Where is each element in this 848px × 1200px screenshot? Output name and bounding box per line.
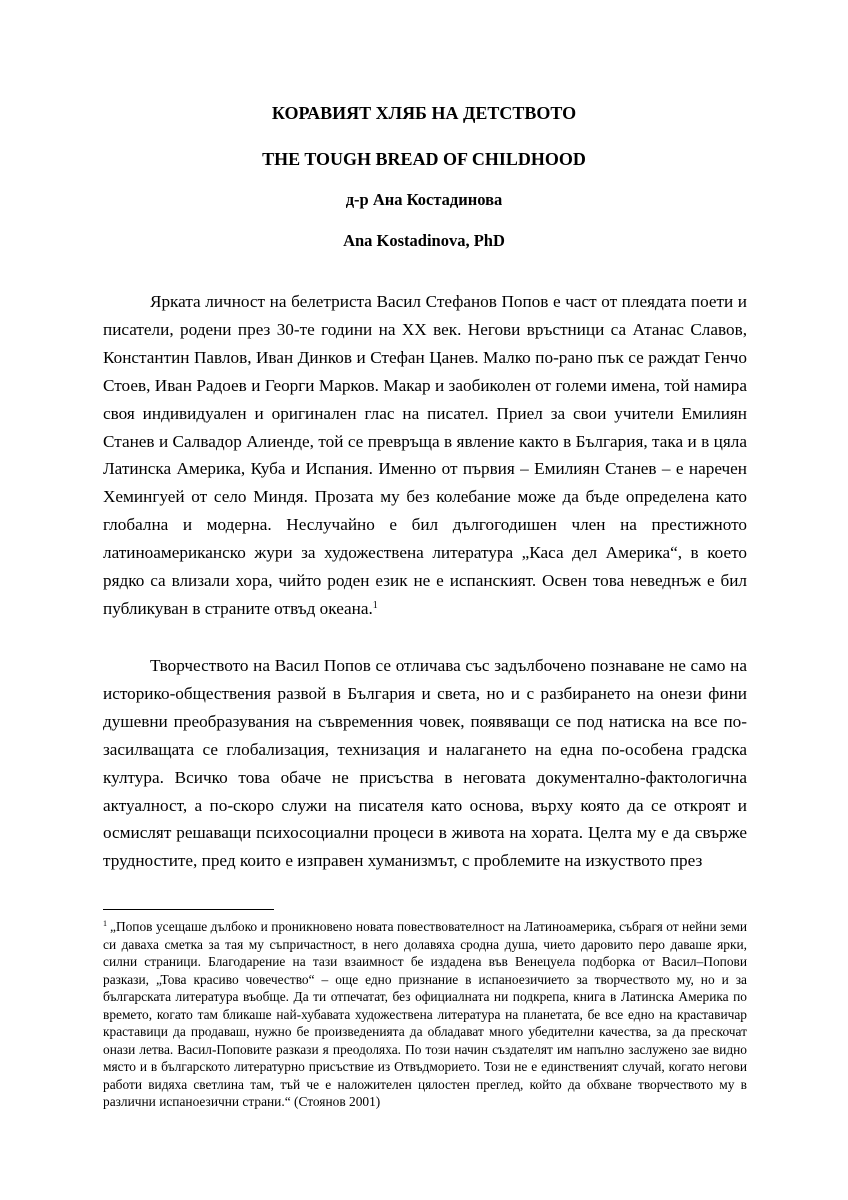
footnote [103, 918, 747, 1111]
footnote-reference[interactable]: 1 [372, 599, 378, 611]
author-english: Ana Kostadinova, PhD [343, 231, 505, 250]
paragraph-1-text: Ярката личност на белетриста Васил Стефанов Попов е част от плеядата поети и писатели, родени през 30-те години на XX век. Негови връстници са Атанас Славов, Константин Павлов, Иван Динков и Стефан Цанев. Малко по-рано пък се раждат Генчо Стоев, Иван Радоев и Георги Марков. Макар и заобиколен от големи имена, той намира своя индивидуален и оригинален глас на писател. Приел за свои учители Емилиян Станев и Салвадор Алиенде, той се превръща в явление както в България, така и в цяла Латинска Америка, Куба и Испания. Именно от първия – Емилиян Станев – е наречен Хемингуей от село Миндя. Прозата му без колебание може да бъде определена като глобална и модерна. Неслучайно е бил дългогодишен член на престижното латиноамериканско жури за художествена литература „Каса дел Америка“, в което рядко са влизали хора, чийто роден език не е испанският. Освен това неведнъж е бил публикуван в страните отвъд океана. [103, 292, 747, 618]
title-english: THE TOUGH BREAD OF CHILDHOOD [262, 149, 586, 169]
footnote-number: 1 [103, 919, 107, 928]
title-bulgarian: КОРАВИЯТ ХЛЯБ НА ДЕТСТВОТО [271, 103, 577, 123]
paragraph-1 [103, 288, 747, 623]
footnote-text: „Попов усещаше дълбоко и проникновено новата повествователност на Латиноамерика, събрагя от нейни земи си даваха сметка за тая му съпричастност, в него долавяха сродна душа, чието даровито перо даваше ярки, силни страници. Благодарение на тази взаимност бе издадена във Венецуела подборка от Васил–Попови разкази, „Това красиво човечество“ – още едно признание в испаноезичието за творчеството му, но и за българската литература въобще. Да ти отпечатат, без официалната ни подкрепа, книга в Латинска Америка по времето, когато там бликаше най-хубавата художествена литература на планетата, бе все едно на краставичар краставици да продаваш, нужно бе произведенията да обладават много убедителни качества, за да прескочат онази летва. Васил-Поповите разкази я преодоляха. По този начин създателят им напълно заслужено зае видно място и в българското литературно присъствие из Отвъдморието. Този не е единственият случай, когато негови работи видяха светлина там, тъй че е наложителен цялостен преглед, който да обхване творчеството му в различни испаноезични страни.“ (Стоянов 2001) [103, 919, 747, 1109]
author-bulgarian: д-р Ана Костадинова [345, 190, 503, 209]
paragraph-2: Творчеството на Васил Попов се отличава със задълбочено познаване не само на историко-обществения развой в България и света, но и с разбирането на онези фини душевни преобразувания на съвременния човек, появяващи се под натиска на все по-засилващата се глобализация, технизация и налагането на една по-особена градска култура. Всичко това обаче не присъства в неговата документално-фактологична актуалност, а по-скоро служи на писателя като основа, върху която да се откроят и осмислят решаващи психосоциални процеси в живота на хората. Целта му е да свърже трудностите, пред които е изправен хуманизмът, с проблемите на изкуството през [103, 656, 747, 871]
footnote-separator [103, 909, 274, 910]
